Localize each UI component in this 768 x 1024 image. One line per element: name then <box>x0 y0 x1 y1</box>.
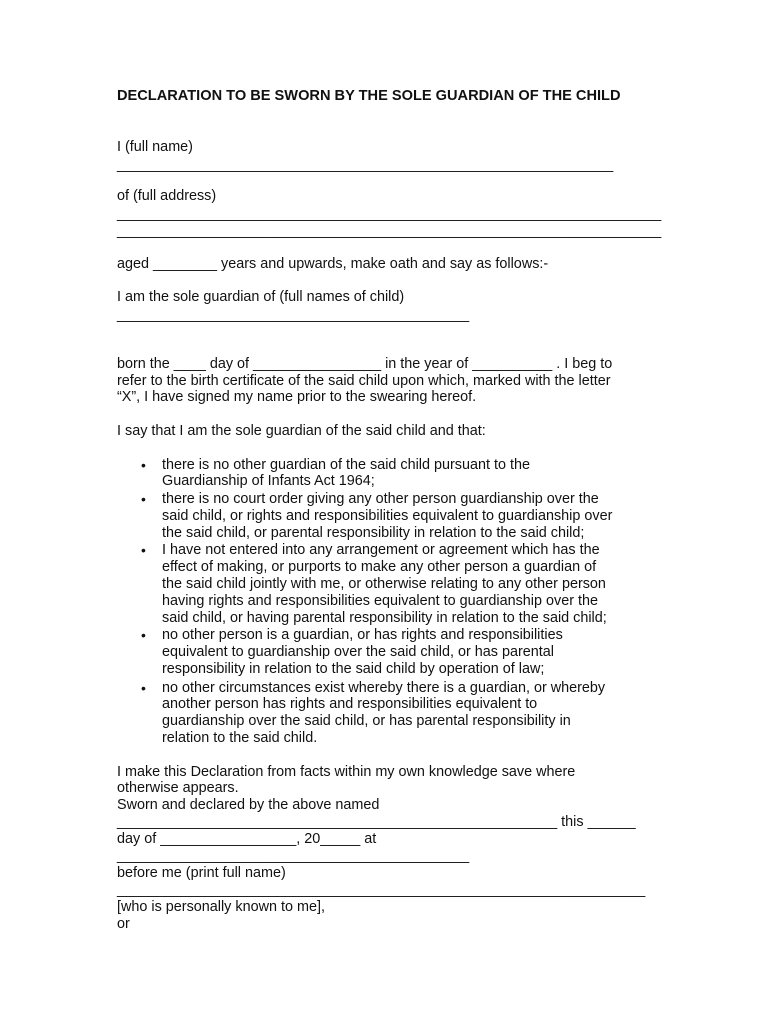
page-title: DECLARATION TO BE SWORN BY THE SOLE GUARDIAN OF THE CHILD <box>117 88 621 104</box>
bullet-dot: • <box>141 542 146 558</box>
bullet-3-line-4: having rights and responsibilities equivalent to guardianship over the <box>162 593 598 609</box>
full-name-blank[interactable]: ______________________________________________________________ <box>117 157 614 173</box>
bullet-dot: • <box>141 627 146 643</box>
or-line: or <box>117 916 130 932</box>
bullet-4-line-1: no other person is a guardian, or has rights and responsibilities <box>162 627 563 643</box>
bullet-5-line-1: no other circumstances exist whereby there is a guardian, or whereby <box>162 680 606 696</box>
day-of-line[interactable]: day of _________________, 20_____ at <box>117 831 377 847</box>
bullet-3-line-3: the said child jointly with me, or otherwise relating to any other person <box>162 576 606 592</box>
child-name-blank[interactable]: ____________________________________________ <box>117 307 470 323</box>
bullet-4-line-2: equivalent to guardianship over the said child, or has parental <box>162 644 554 660</box>
bullet-5-line-4: relation to the said child. <box>162 730 318 746</box>
bullet-dot: • <box>141 680 146 696</box>
declaration-line-2: otherwise appears. <box>117 780 239 796</box>
bullet-1-line-1: there is no other guardian of the said child pursuant to the <box>162 457 531 473</box>
aged-line: aged ________ years and upwards, make oath and say as follows:- <box>117 256 549 272</box>
bullet-4-line-3: responsibility in relation to the said child by operation of law; <box>162 661 545 677</box>
bullet-3-line-1: I have not entered into any arrangement or agreement which has the <box>162 542 600 558</box>
born-line-1: born the ____ day of ________________ in the year of __________ . I beg to <box>117 356 613 372</box>
bullet-5-line-3: guardianship over the said child, or has parental responsibility in <box>162 713 571 729</box>
say-line: I say that I am the sole guardian of the said child and that: <box>117 423 486 439</box>
at-blank[interactable]: ____________________________________________ <box>117 848 470 864</box>
born-line-3: “X”, I have signed my name prior to the swearing hereof. <box>117 389 477 405</box>
bullet-1-line-2: Guardianship of Infants Act 1964; <box>162 473 375 489</box>
bullet-dot: • <box>141 491 146 507</box>
address-blank-2[interactable]: ____________________________________________________________________ <box>117 223 662 239</box>
sole-guardian-line: I am the sole guardian of (full names of child) <box>117 289 405 305</box>
bullet-3-line-5: said child, or having parental responsibility in relation to the said child; <box>162 610 607 626</box>
full-name-label: I (full name) <box>117 139 193 155</box>
bullet-2-line-2: said child, or rights and responsibilities equivalent to guardianship over <box>162 508 613 524</box>
address-blank-1[interactable]: ____________________________________________________________________ <box>117 206 662 222</box>
before-me-line: before me (print full name) <box>117 865 286 881</box>
bullet-5-line-2: another person has rights and responsibilities equivalent to <box>162 696 538 712</box>
known-line: [who is personally known to me], <box>117 899 325 915</box>
bullet-3-line-2: effect of making, or purports to make any other person a guardian of <box>162 559 597 575</box>
declaration-line-1: I make this Declaration from facts within my own knowledge save where <box>117 764 576 780</box>
bullet-2-line-1: there is no court order giving any other person guardianship over the <box>162 491 599 507</box>
sworn-blank-line[interactable]: _______________________________________________________ this ______ <box>117 814 636 830</box>
full-address-label: of (full address) <box>117 188 217 204</box>
bullet-2-line-3: the said child, or parental responsibility in relation to the said child; <box>162 525 585 541</box>
sworn-line: Sworn and declared by the above named <box>117 797 380 813</box>
before-me-blank[interactable]: __________________________________________________________________ <box>117 882 646 898</box>
bullet-dot: • <box>141 457 146 473</box>
born-line-2: refer to the birth certificate of the said child upon which, marked with the letter <box>117 373 611 389</box>
